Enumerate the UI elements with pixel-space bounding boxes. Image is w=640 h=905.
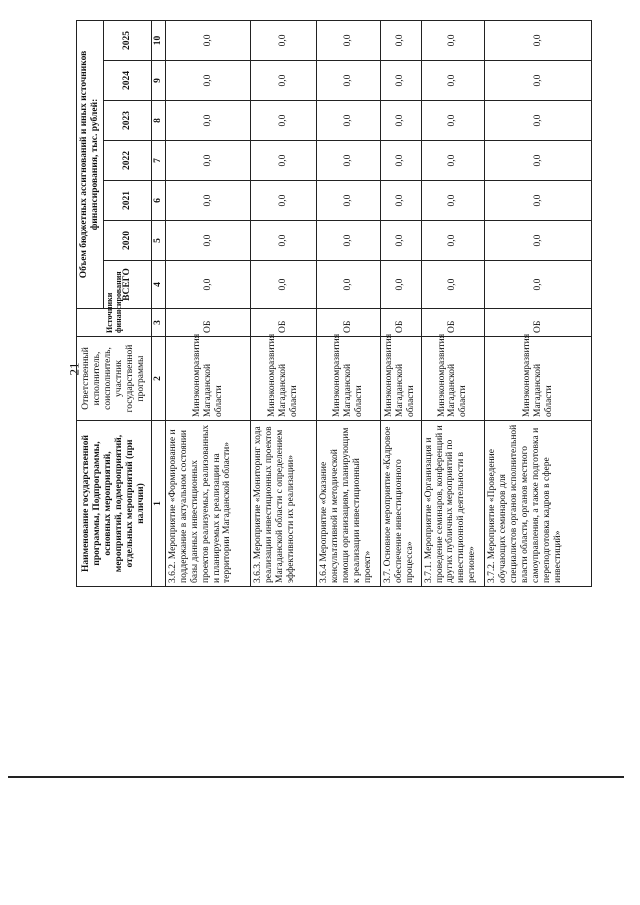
header-year: 2022 xyxy=(103,141,151,181)
header-year: 2024 xyxy=(103,61,151,101)
header-year: 2025 xyxy=(103,20,151,60)
row-value: 0,0 xyxy=(485,20,592,60)
row-executor: Минэкономразвития Магаданской области xyxy=(317,337,381,421)
row-value: 0,0 xyxy=(251,261,317,309)
row-value: 0,0 xyxy=(251,61,317,101)
row-value: 0,0 xyxy=(421,181,485,221)
row-value: 0,0 xyxy=(317,61,381,101)
row-value: 0,0 xyxy=(485,61,592,101)
row-source: ОБ xyxy=(251,309,317,337)
row-value: 0,0 xyxy=(421,261,485,309)
row-value: 0,0 xyxy=(485,261,592,309)
header-year: 2021 xyxy=(103,181,151,221)
row-value: 0,0 xyxy=(165,20,250,60)
row-source: ОБ xyxy=(421,309,485,337)
row-value: 0,0 xyxy=(421,141,485,181)
row-value: 0,0 xyxy=(381,20,422,60)
table-row xyxy=(381,20,422,586)
header-year: 2020 xyxy=(103,221,151,261)
row-source: ОБ xyxy=(485,309,592,337)
row-value: 0,0 xyxy=(381,61,422,101)
row-value: 0,0 xyxy=(165,141,250,181)
row-name: 3.6.4 Мероприятие «Оказание консультативной и методической помощи организациям, планирующим к реализации инвестиционный проект» xyxy=(317,421,381,587)
row-value: 0,0 xyxy=(165,101,250,141)
row-value: 0,0 xyxy=(381,181,422,221)
row-executor: Минэкономразвития Магаданской области xyxy=(421,337,485,421)
column-number: 2 xyxy=(151,337,165,421)
row-value: 0,0 xyxy=(317,261,381,309)
row-value: 0,0 xyxy=(485,141,592,181)
header-source: Источники финансирования xyxy=(77,309,152,337)
row-value: 0,0 xyxy=(317,221,381,261)
row-value: 0,0 xyxy=(317,141,381,181)
row-value: 0,0 xyxy=(485,181,592,221)
column-number: 7 xyxy=(151,141,165,181)
row-executor: Минэкономразвития Магаданской области xyxy=(485,337,592,421)
row-name: 3.6.2. Мероприятие «Формирование и поддержание в актуальном состоянии базы данных инвестиционных проектов реализуемых, реализованных и планируемых к реализации на территории Магаданской области» xyxy=(165,421,250,587)
row-value: 0,0 xyxy=(317,181,381,221)
row-source: ОБ xyxy=(165,309,250,337)
column-number: 6 xyxy=(151,181,165,221)
row-value: 0,0 xyxy=(485,101,592,141)
row-source: ОБ xyxy=(317,309,381,337)
column-number: 4 xyxy=(151,261,165,309)
row-value: 0,0 xyxy=(165,61,250,101)
row-value: 0,0 xyxy=(251,101,317,141)
row-executor: Минэкономразвития Магаданской области xyxy=(165,337,250,421)
table-row xyxy=(485,20,592,586)
row-value: 0,0 xyxy=(251,141,317,181)
table-row xyxy=(421,20,485,586)
row-value: 0,0 xyxy=(251,20,317,60)
financing-table xyxy=(76,20,592,587)
row-name: 3.6.3. Мероприятие «Мониторинг хода реализации инвестиционных проектов Магаданской области с определением эффективности их реализации» xyxy=(251,421,317,587)
header-year: ВСЕГО xyxy=(103,261,151,309)
row-value: 0,0 xyxy=(165,181,250,221)
page-number: 21 xyxy=(66,362,82,376)
row-executor: Минэкономразвития Магаданской области xyxy=(251,337,317,421)
header-year: 2023 xyxy=(103,101,151,141)
column-number: 3 xyxy=(151,309,165,337)
rotated-table-wrapper xyxy=(76,21,592,587)
row-value: 0,0 xyxy=(317,20,381,60)
header-name: Наименование государственной программы, Подпрограммы, основных мероприятий, мероприятий, подмероприятий, отдельных мероприятий (при наличии) xyxy=(77,421,152,587)
row-value: 0,0 xyxy=(381,261,422,309)
row-value: 0,0 xyxy=(317,101,381,141)
table-row xyxy=(251,20,317,586)
row-value: 0,0 xyxy=(381,141,422,181)
column-number: 8 xyxy=(151,101,165,141)
row-value: 0,0 xyxy=(165,221,250,261)
row-executor: Минэкономразвития Магаданской области xyxy=(381,337,422,421)
row-source: ОБ xyxy=(381,309,422,337)
table-row xyxy=(165,20,250,586)
row-value: 0,0 xyxy=(421,101,485,141)
table-row xyxy=(317,20,381,586)
column-number: 5 xyxy=(151,221,165,261)
column-number: 9 xyxy=(151,61,165,101)
header-executor: Ответственный исполнитель, соисполнитель, участник государственной программы xyxy=(77,337,152,421)
row-value: 0,0 xyxy=(381,101,422,141)
bottom-divider xyxy=(8,776,624,778)
row-value: 0,0 xyxy=(421,221,485,261)
row-value: 0,0 xyxy=(165,261,250,309)
row-value: 0,0 xyxy=(421,20,485,60)
row-value: 0,0 xyxy=(485,221,592,261)
row-name: 3.7. Основное мероприятие «Кадровое обеспечение инвестиционного процесса» xyxy=(381,421,422,587)
row-value: 0,0 xyxy=(381,221,422,261)
row-value: 0,0 xyxy=(251,181,317,221)
row-value: 0,0 xyxy=(251,221,317,261)
header-volume: Объем бюджетных ассигнований и иных источников финансирования, тыс. рублей: xyxy=(77,20,104,308)
row-name: 3.7.1. Мероприятие «Организация и проведение семинаров, конференций и других публичных мероприятий по инвестиционной деятельности в регионе» xyxy=(421,421,485,587)
row-name: 3.7.2. Мероприятие «Проведение обучающих семинаров для специалистов органов исполнительной власти области, органов местного самоуправления, а также подготовка и переподготовка кадров в сфере инвестиций» xyxy=(485,421,592,587)
column-number: 1 xyxy=(151,421,165,587)
row-value: 0,0 xyxy=(421,61,485,101)
column-number: 10 xyxy=(151,20,165,60)
